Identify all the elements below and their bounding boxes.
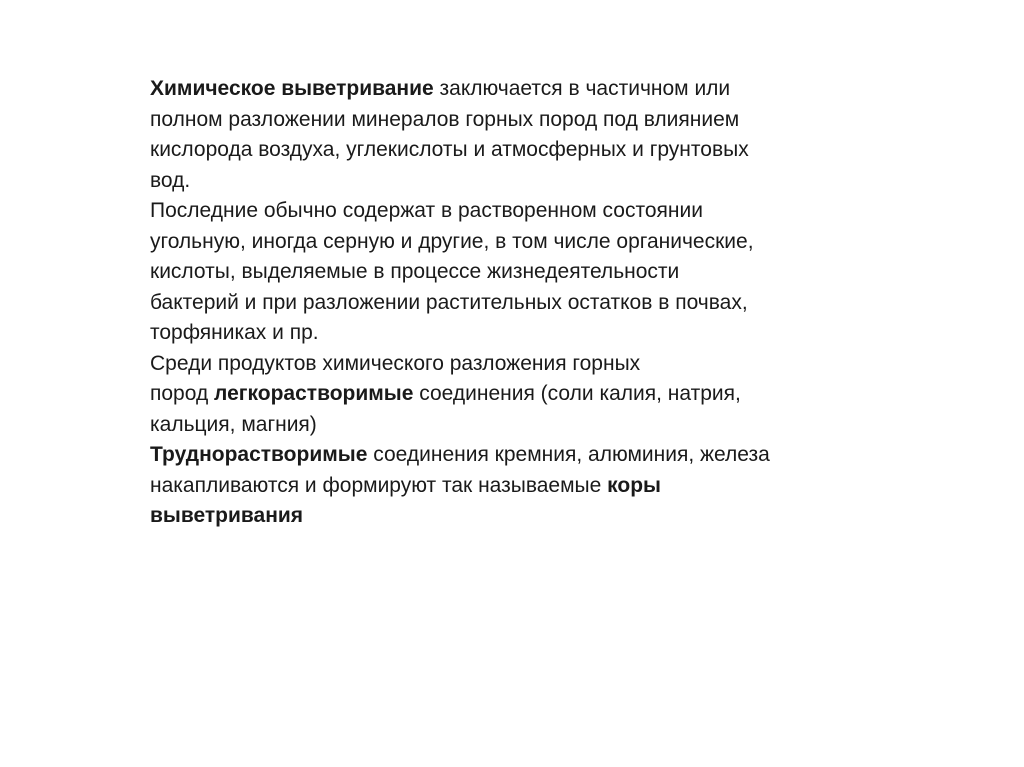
text-run: вод. [150, 168, 191, 192]
text-run: Среди продуктов химического разложения горных [150, 351, 641, 375]
text-line [150, 501, 870, 532]
text-run: торфяниках и пр. [150, 321, 319, 344]
paragraph [150, 440, 870, 532]
text-run: Последние обычно содержат в растворенном состоянии [150, 199, 703, 222]
text-line [150, 471, 870, 502]
text-run: заключается в частичном или [433, 77, 731, 100]
text-line [150, 105, 870, 136]
text-run: накапливаются и формируют так называемые [150, 473, 608, 497]
text-run: угольную, иногда серную и другие, в том числе органические, [150, 229, 754, 253]
bold-term: коры [607, 473, 661, 497]
text-run: полном разложении минералов горных пород под влиянием [150, 107, 740, 131]
text-run: соединения кремния, алюминия, железа [367, 443, 770, 466]
text-line [150, 318, 870, 349]
text-line [150, 379, 870, 410]
text-line [150, 410, 870, 441]
bold-term: Химическое выветривание [150, 77, 434, 100]
text-line [150, 166, 870, 197]
text-line [150, 440, 870, 471]
text-line [150, 349, 870, 380]
text-line [150, 227, 870, 258]
text-run: пород [150, 382, 215, 405]
paragraph [150, 74, 870, 196]
paragraph [150, 349, 870, 441]
text-line [150, 288, 870, 319]
paragraph [150, 196, 870, 349]
text-line [150, 196, 870, 227]
text-run: соединения (соли калия, натрия, [413, 382, 741, 405]
text-run: бактерий и при разложении растительных остатков в почвах, [150, 290, 748, 314]
text-run: кислорода воздуха, углекислоты и атмосферных и грунтовых [150, 138, 749, 161]
text-run: кальция, магния) [150, 412, 317, 436]
bold-term: Труднорастворимые [150, 443, 368, 466]
slide-text-body [150, 74, 870, 532]
text-line [150, 135, 870, 166]
text-line [150, 257, 870, 288]
text-run: кислоты, выделяемые в процессе жизнедеятельности [150, 260, 680, 283]
bold-term: легкорастворимые [214, 382, 414, 405]
text-line [150, 74, 870, 105]
bold-term: выветривания [150, 504, 304, 527]
